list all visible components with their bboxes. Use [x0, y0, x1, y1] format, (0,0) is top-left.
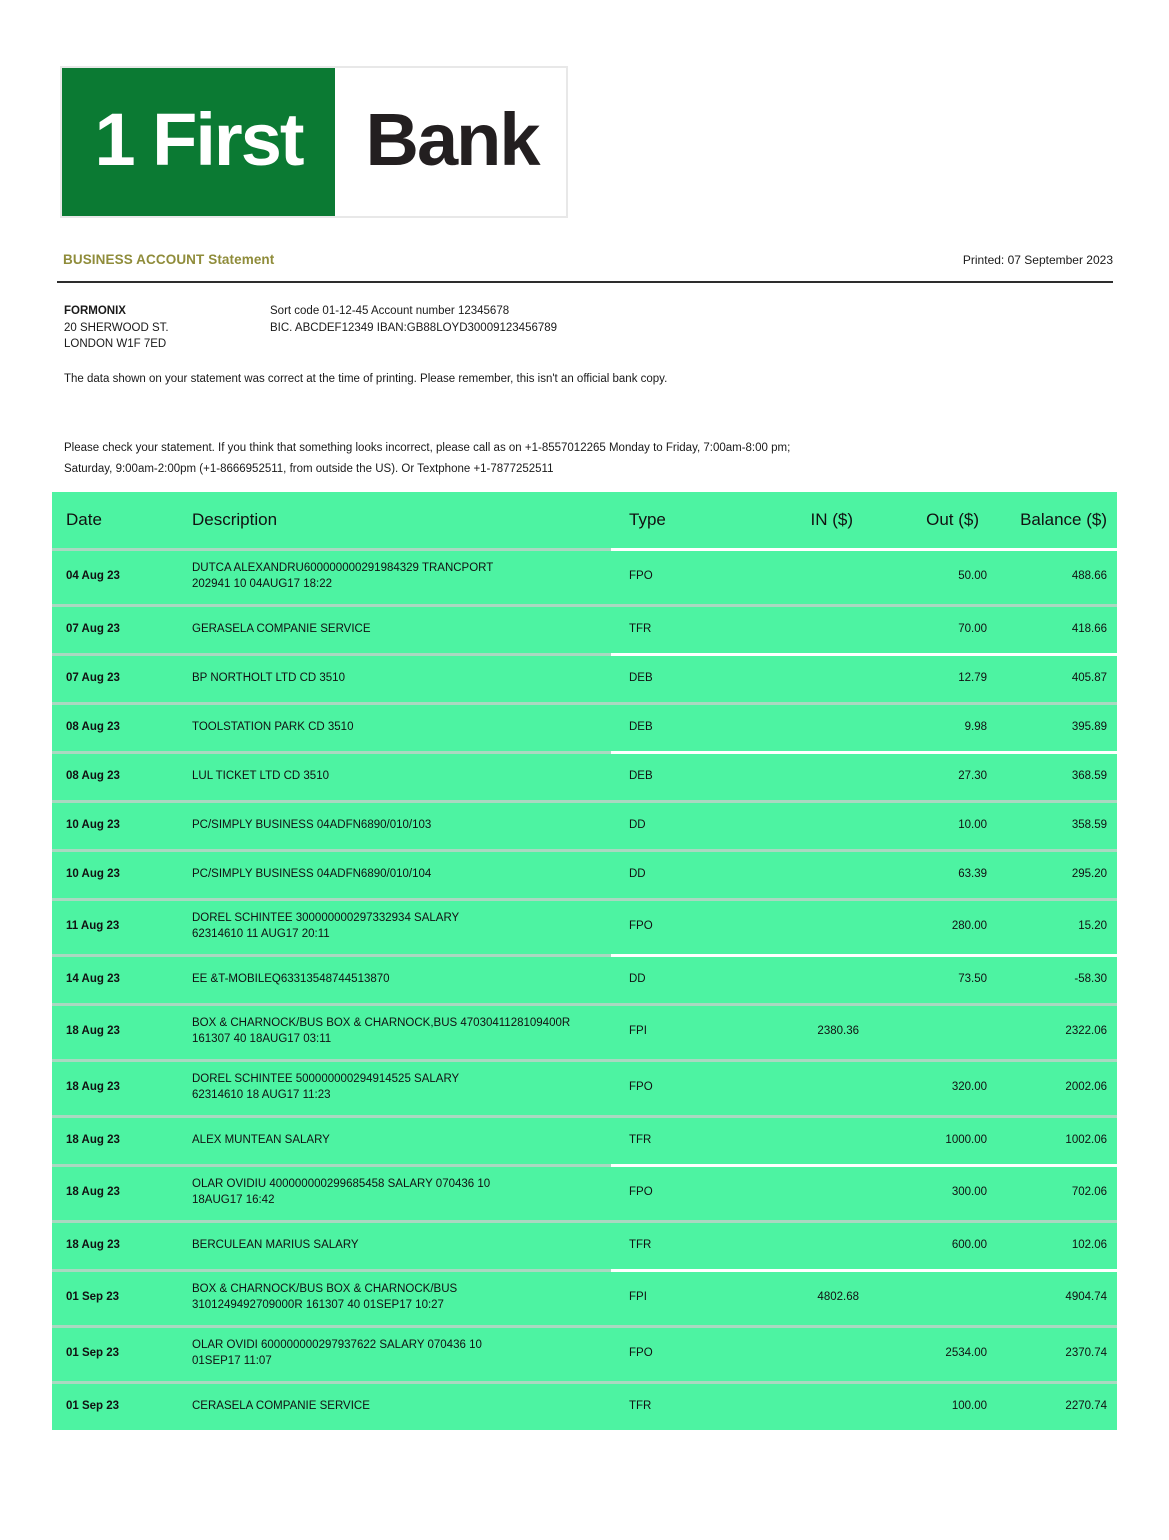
column-header-description: Description: [192, 510, 278, 529]
cell-date: 14 Aug 23: [66, 972, 120, 985]
cell-type: FPI: [629, 1291, 647, 1303]
description-line-2: 62314610 18 AUG17 11:23: [192, 1089, 331, 1101]
cell-balance: 2370.74: [1065, 1347, 1107, 1359]
table-row: [52, 1003, 1117, 1059]
cell-date: 07 Aug 23: [66, 622, 120, 635]
cell-balance: 405.87: [1071, 671, 1107, 684]
table-header-row: [52, 492, 1117, 548]
cell-balance: 4904.74: [1065, 1291, 1107, 1303]
table-row: [52, 1325, 1117, 1381]
cell-type: DD: [629, 818, 646, 831]
row-divider: [52, 1003, 1117, 1006]
transactions-table: [52, 492, 1117, 1430]
cell-balance: 395.89: [1071, 720, 1107, 733]
statement-title: BUSINESS ACCOUNT Statement: [63, 252, 275, 267]
account-identifiers: [270, 303, 557, 336]
row-divider: [52, 604, 1117, 607]
cell-description: [192, 1281, 629, 1313]
cell-date: 10 Aug 23: [66, 818, 120, 831]
description-line-2: 161307 40 18AUG17 03:11: [192, 1033, 332, 1045]
cell-out: 70.00: [958, 622, 987, 635]
cell-date: 18 Aug 23: [66, 1133, 120, 1146]
cell-type: FPO: [629, 570, 653, 582]
table-row: [52, 1059, 1117, 1115]
cell-out: 320.00: [951, 1081, 987, 1093]
cell-out: 50.00: [958, 570, 987, 582]
description-line-2: 18AUG17 16:42: [192, 1194, 275, 1206]
table-row: [52, 702, 1117, 751]
bic-iban: BIC. ABCDEF12349 IBAN:GB88LOYD30009123456789: [270, 321, 558, 334]
row-divider-accent: [611, 751, 1117, 754]
row-divider: [52, 1115, 1117, 1118]
table-row: [52, 1381, 1117, 1430]
cell-date: 10 Aug 23: [66, 867, 120, 880]
cell-out: 280.00: [951, 920, 987, 932]
description-line-2: 202941 10 04AUG17 18:22: [192, 578, 333, 590]
cell-balance: 418.66: [1071, 622, 1107, 635]
cell-date: 11 Aug 23: [66, 920, 120, 932]
column-header-date: Date: [66, 510, 102, 529]
description-line-1: BP NORTHOLT LTD CD 3510: [192, 671, 345, 684]
cell-date: 08 Aug 23: [66, 769, 120, 782]
cell-in: 2380.36: [817, 1025, 859, 1037]
cell-description: [192, 1176, 629, 1208]
cell-type: DEB: [629, 720, 653, 733]
description-line-1: OLAR OVIDIU 400000000299685458 SALARY 070436 10: [192, 1178, 491, 1190]
row-divider: [52, 1381, 1117, 1384]
cell-balance: 368.59: [1071, 769, 1107, 782]
account-holder-address: [64, 303, 169, 353]
column-header-out: Out ($): [926, 510, 979, 529]
cell-in: 4802.68: [817, 1291, 859, 1303]
cell-type: FPO: [629, 1081, 653, 1093]
row-divider-accent: [611, 954, 1117, 957]
row-divider-accent: [611, 653, 1117, 656]
cell-date: 18 Aug 23: [66, 1025, 120, 1037]
cell-type: TFR: [629, 1133, 652, 1146]
cell-balance: 102.06: [1071, 1238, 1107, 1251]
row-divider: [52, 702, 1117, 705]
row-divider-accent: [611, 1269, 1117, 1272]
cell-balance: 702.06: [1071, 1186, 1107, 1198]
cell-description: [192, 719, 629, 735]
row-divider: [52, 1059, 1117, 1062]
address-line-1: 20 SHERWOOD ST.: [64, 321, 169, 334]
cell-date: 18 Aug 23: [66, 1081, 120, 1093]
cell-balance: 2002.06: [1065, 1081, 1107, 1093]
cell-description: [192, 768, 629, 784]
table-row: [52, 604, 1117, 653]
row-divider: [52, 1325, 1117, 1328]
cell-description: [192, 1015, 629, 1047]
cell-type: FPO: [629, 1347, 653, 1359]
cell-out: 600.00: [951, 1238, 987, 1251]
description-line-1: BOX & CHARNOCK/BUS BOX & CHARNOCK,BUS 4703041128109400R: [192, 1017, 571, 1029]
cell-balance: 358.59: [1071, 818, 1107, 831]
cell-description: [192, 1337, 629, 1369]
cell-description: [192, 1237, 629, 1253]
description-line-1: EE &T-MOBILEQ63313548744513870: [192, 972, 390, 985]
table-row: [52, 1115, 1117, 1164]
table-body: [52, 548, 1117, 1430]
cell-description: [192, 971, 629, 987]
description-line-1: PC/SIMPLY BUSINESS 04ADFN6890/010/104: [192, 867, 432, 880]
table-row: [52, 954, 1117, 1003]
cell-description: [192, 1071, 629, 1103]
row-divider: [52, 800, 1117, 803]
row-divider-accent: [611, 548, 1117, 551]
table-row: [52, 898, 1117, 954]
row-divider: [52, 898, 1117, 901]
sort-code-account-number: Sort code 01-12-45 Account number 12345678: [270, 305, 510, 317]
cell-description: [192, 621, 629, 637]
cell-date: 07 Aug 23: [66, 671, 120, 684]
company-name: FORMONIX: [64, 305, 126, 317]
logo-primary-text: 1 First: [94, 98, 303, 181]
cell-description: [192, 910, 629, 942]
column-header-type: Type: [629, 510, 666, 529]
cell-out: 100.00: [951, 1399, 987, 1412]
description-line-1: GERASELA COMPANIE SERVICE: [192, 622, 371, 635]
cell-date: 01 Sep 23: [66, 1291, 120, 1303]
cell-type: DD: [629, 972, 646, 985]
cell-out: 2534.00: [945, 1347, 987, 1359]
cell-date: 08 Aug 23: [66, 720, 120, 733]
table-row: [52, 800, 1117, 849]
description-line-1: LUL TICKET LTD CD 3510: [192, 769, 329, 782]
cell-description: [192, 1398, 629, 1414]
description-line-2: 62314610 11 AUG17 20:11: [192, 928, 330, 940]
printing-notice: The data shown on your statement was correct at the time of printing. Please remember, this isn't an official bank copy.: [64, 373, 668, 385]
cell-date: 04 Aug 23: [66, 570, 120, 582]
table-row: [52, 1164, 1117, 1220]
description-line-1: PC/SIMPLY BUSINESS 04ADFN6890/010/103: [192, 818, 432, 831]
cell-date: 18 Aug 23: [66, 1238, 120, 1251]
address-line-2: LONDON W1F 7ED: [64, 338, 167, 350]
description-line-1: BOX & CHARNOCK/BUS BOX & CHARNOCK/BUS: [192, 1283, 458, 1295]
description-line-1: DOREL SCHINTEE 300000000297332934 SALARY: [192, 912, 460, 924]
cell-type: DEB: [629, 769, 653, 782]
cell-out: 12.79: [958, 671, 987, 684]
cell-balance: 295.20: [1071, 867, 1107, 880]
cell-type: FPI: [629, 1025, 647, 1037]
cell-type: DEB: [629, 671, 653, 684]
table-row: [52, 751, 1117, 800]
cell-out: 63.39: [958, 867, 987, 880]
logo-secondary-text: Bank: [365, 98, 539, 181]
description-line-1: OLAR OVIDI 600000000297937622 SALARY 070436 10: [192, 1339, 482, 1351]
contact-notice: Please check your statement. If you think that something looks incorrect, please call as on +1-8557012265 Monday to Friday, 7:00am-8:00 pm; Saturday, 9:00am-2:00pm (+1-8666952511, from outside the US). Or Textphone +1-7877252511: [64, 442, 791, 475]
row-divider-accent: [611, 1164, 1117, 1167]
description-line-1: DOREL SCHINTEE 500000000294914525 SALARY: [192, 1073, 460, 1085]
cell-type: FPO: [629, 1186, 653, 1198]
cell-date: 01 Sep 23: [66, 1347, 120, 1359]
table-row: [52, 548, 1117, 604]
table-row: [52, 653, 1117, 702]
cell-out: 9.98: [964, 720, 987, 733]
cell-type: TFR: [629, 1399, 652, 1412]
printed-date: Printed: 07 September 2023: [962, 253, 1113, 267]
cell-type: TFR: [629, 1238, 652, 1251]
cell-out: 1000.00: [945, 1133, 987, 1146]
description-line-2: 01SEP17 11:07: [192, 1355, 272, 1367]
cell-description: [192, 866, 629, 882]
cell-balance: -58.30: [1074, 972, 1107, 985]
description-line-1: ALEX MUNTEAN SALARY: [192, 1133, 330, 1146]
cell-balance: 488.66: [1071, 570, 1107, 582]
cell-type: FPO: [629, 920, 653, 932]
cell-out: 27.30: [958, 769, 987, 782]
table-row: [52, 1269, 1117, 1325]
description-line-1: CERASELA COMPANIE SERVICE: [192, 1399, 370, 1412]
column-header-in: IN ($): [810, 510, 853, 529]
row-divider: [52, 1220, 1117, 1223]
cell-type: TFR: [629, 622, 652, 635]
cell-out: 10.00: [958, 818, 987, 831]
table-row: [52, 1220, 1117, 1269]
cell-description: [192, 560, 629, 592]
cell-description: [192, 1132, 629, 1148]
cell-out: 73.50: [958, 972, 987, 985]
header-divider: [57, 281, 1113, 283]
cell-date: 18 Aug 23: [66, 1186, 120, 1198]
cell-balance: 15.20: [1078, 920, 1107, 932]
cell-type: DD: [629, 867, 646, 880]
cell-date: 01 Sep 23: [66, 1399, 120, 1412]
logo-green-panel: [62, 68, 335, 216]
logo-white-panel: [335, 68, 566, 216]
bank-logo: [60, 66, 568, 218]
cell-balance: 2270.74: [1065, 1399, 1107, 1412]
cell-description: [192, 817, 629, 833]
description-line-1: TOOLSTATION PARK CD 3510: [192, 720, 354, 733]
description-line-2: 3101249492709000R 161307 40 01SEP17 10:27: [192, 1299, 444, 1311]
column-header-balance: Balance ($): [1020, 510, 1107, 529]
description-line-1: BERCULEAN MARIUS SALARY: [192, 1238, 359, 1251]
row-divider: [52, 849, 1117, 852]
table-row: [52, 849, 1117, 898]
cell-out: 300.00: [951, 1186, 987, 1198]
description-line-1: DUTCA ALEXANDRU600000000291984329 TRANCPORT: [192, 562, 494, 574]
cell-balance: 2322.06: [1065, 1025, 1107, 1037]
cell-balance: 1002.06: [1065, 1133, 1107, 1146]
cell-description: [192, 670, 629, 686]
